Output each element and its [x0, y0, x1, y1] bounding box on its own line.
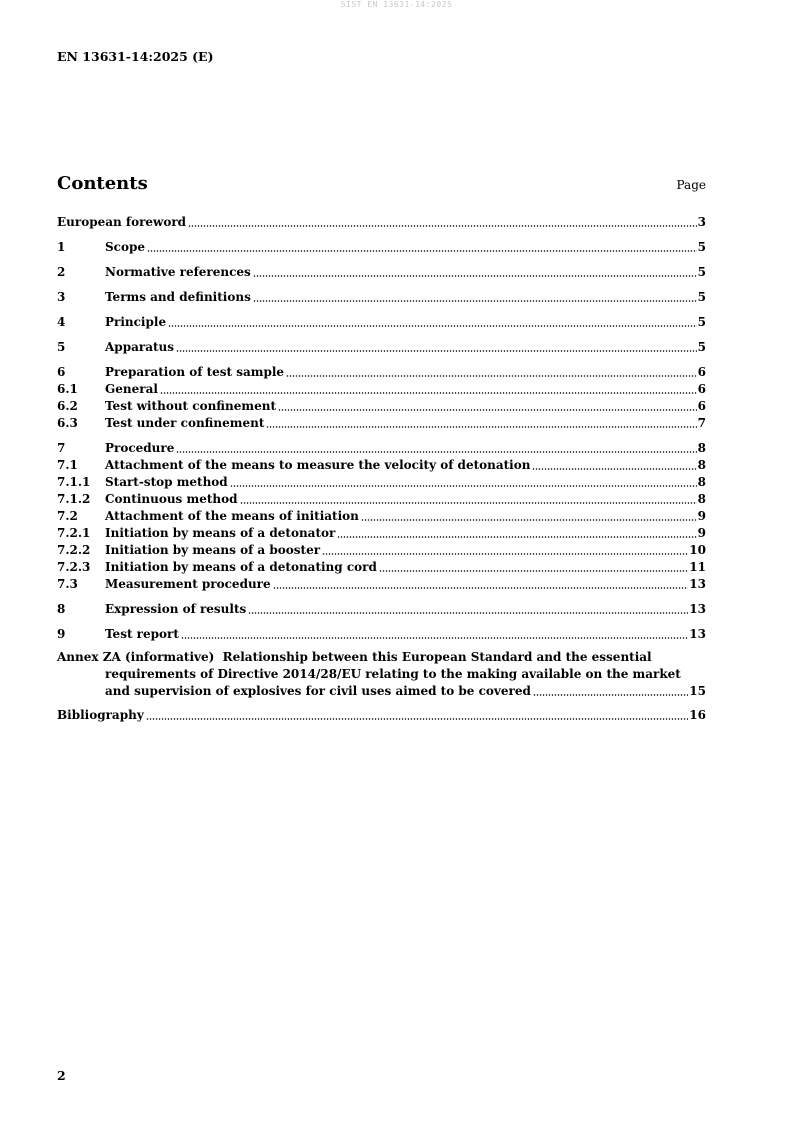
toc-leader-dots [337, 536, 696, 538]
table-of-contents [57, 214, 706, 724]
toc-entry[interactable] [57, 508, 706, 525]
toc-entry[interactable] [57, 415, 706, 432]
toc-number: 6 [57, 365, 66, 379]
toc-leader-dots [532, 468, 696, 470]
toc-number: 6.2 [57, 399, 78, 413]
toc-entry[interactable] [57, 239, 706, 256]
toc-page-number: 9 [697, 509, 706, 523]
toc-title: General [105, 382, 158, 396]
toc-title: Bibliography [57, 708, 144, 722]
toc-number: 7.3 [57, 577, 78, 591]
toc-page-number: 13 [689, 627, 706, 641]
toc-title: Apparatus [105, 340, 174, 354]
toc-entry[interactable] [57, 214, 706, 231]
page-column-label: Page [676, 178, 706, 192]
annex-title-line-3 [57, 683, 706, 700]
toc-page-number: 11 [689, 560, 706, 574]
toc-number: 9 [57, 627, 66, 641]
toc-leader-dots [361, 519, 697, 521]
toc-entry[interactable] [57, 264, 706, 281]
toc-leader-dots [248, 612, 688, 614]
toc-number: 7.1.2 [57, 492, 91, 506]
toc-title: Test report [105, 627, 179, 641]
toc-leader-dots [168, 325, 697, 327]
toc-page-number: 6 [697, 399, 706, 413]
toc-page-number: 13 [689, 602, 706, 616]
toc-entry[interactable] [57, 339, 706, 356]
toc-page-number: 13 [689, 577, 706, 591]
toc-page-number: 7 [697, 416, 706, 430]
toc-title: Preparation of test sample [105, 365, 285, 379]
toc-entry-annex-za[interactable] [57, 649, 706, 700]
toc-leader-dots [240, 502, 697, 504]
toc-page-number: 5 [697, 315, 706, 329]
toc-number: 7.1.1 [57, 475, 91, 489]
toc-number: 6.1 [57, 382, 78, 396]
toc-title: European foreword [57, 215, 187, 229]
annex-title-line-2: requirements of Directive 2014/28/EU relating to the making available on the market [105, 667, 681, 681]
toc-leader-dots [176, 451, 696, 453]
toc-entry-bibliography[interactable] [57, 707, 706, 724]
toc-number: 7.1 [57, 458, 78, 472]
toc-rows [57, 214, 706, 643]
toc-leader-dots [278, 409, 697, 411]
toc-title: Attachment of the means to measure the velocity of detonation [105, 458, 531, 472]
toc-title: Start-stop method [105, 475, 228, 489]
toc-leader-dots [253, 300, 697, 302]
toc-page-number: 8 [697, 458, 706, 472]
annex-title-line-1: Annex ZA (informative) Relationship between this European Standard and the essential [57, 650, 652, 664]
toc-title: Attachment of the means of initiation [105, 509, 359, 523]
toc-page-number: 6 [697, 365, 706, 379]
toc-entry[interactable] [57, 542, 706, 559]
toc-number: 1 [57, 240, 66, 254]
toc-number: 7.2.1 [57, 526, 91, 540]
toc-leader-dots [188, 225, 697, 227]
toc-page-number: 9 [697, 526, 706, 540]
toc-leader-dots [379, 570, 688, 572]
toc-entry[interactable] [57, 491, 706, 508]
toc-page-number: 5 [697, 265, 706, 279]
toc-page-number: 3 [697, 215, 706, 229]
contents-title: Contents [57, 173, 148, 194]
toc-leader-dots [266, 426, 696, 428]
toc-entry[interactable] [57, 626, 706, 643]
toc-leader-dots [273, 587, 689, 589]
toc-number: 2 [57, 265, 66, 279]
toc-entry[interactable] [57, 576, 706, 593]
toc-number: 7 [57, 441, 66, 455]
toc-number: 7.2.3 [57, 560, 91, 574]
toc-entry[interactable] [57, 525, 706, 542]
toc-title: Measurement procedure [105, 577, 271, 591]
toc-entry[interactable] [57, 381, 706, 398]
toc-page-number: 8 [697, 475, 706, 489]
toc-title: Test under confinement [105, 416, 265, 430]
toc-leader-dots [253, 275, 697, 277]
toc-title: Procedure [105, 441, 175, 455]
toc-title: Terms and definitions [105, 290, 251, 304]
toc-number: 5 [57, 340, 66, 354]
toc-page-number: 16 [689, 708, 706, 722]
toc-number: 7.2.2 [57, 543, 91, 557]
contents-header [57, 173, 706, 194]
toc-entry[interactable] [57, 601, 706, 618]
toc-title: Initiation by means of a detonating cord [105, 560, 377, 574]
toc-entry[interactable] [57, 457, 706, 474]
toc-entry[interactable] [57, 474, 706, 491]
toc-page-number: 5 [697, 290, 706, 304]
toc-number: 3 [57, 290, 66, 304]
toc-entry[interactable] [57, 364, 706, 381]
toc-entry[interactable] [57, 314, 706, 331]
toc-title: Scope [105, 240, 146, 254]
watermark: SIST EN 13631-14:2025 [340, 0, 453, 9]
toc-title: Principle [105, 315, 167, 329]
toc-entry[interactable] [57, 440, 706, 457]
toc-page-number: 6 [697, 382, 706, 396]
toc-title: Initiation by means of a booster [105, 543, 321, 557]
toc-title: Normative references [105, 265, 251, 279]
toc-leader-dots [146, 718, 689, 720]
toc-leader-dots [322, 553, 688, 555]
toc-entry[interactable] [57, 398, 706, 415]
toc-title: Test without confinement [105, 399, 276, 413]
toc-entry[interactable] [57, 559, 706, 576]
footer-page-number: 2 [57, 1068, 66, 1083]
toc-page-number: 15 [689, 684, 706, 698]
toc-page-number: 8 [697, 492, 706, 506]
toc-page-number: 8 [697, 441, 706, 455]
toc-leader-dots [533, 694, 688, 696]
toc-title: Initiation by means of a detonator [105, 526, 336, 540]
toc-number: 7.2 [57, 509, 78, 523]
annex-title-text: and supervision of explosives for civil uses aimed to be covered [105, 684, 531, 698]
toc-entry[interactable] [57, 289, 706, 306]
toc-leader-dots [181, 637, 688, 639]
toc-title: Expression of results [105, 602, 247, 616]
toc-leader-dots [230, 485, 697, 487]
toc-page-number: 5 [697, 240, 706, 254]
toc-leader-dots [176, 350, 697, 352]
document-id: EN 13631-14:2025 (E) [57, 49, 214, 64]
toc-number: 4 [57, 315, 66, 329]
toc-number: 8 [57, 602, 66, 616]
toc-title: Continuous method [105, 492, 238, 506]
toc-leader-dots [286, 375, 697, 377]
toc-number: 6.3 [57, 416, 78, 430]
toc-leader-dots [147, 250, 697, 252]
toc-page-number: 10 [689, 543, 706, 557]
toc-leader-dots [160, 392, 697, 394]
toc-page-number: 5 [697, 340, 706, 354]
